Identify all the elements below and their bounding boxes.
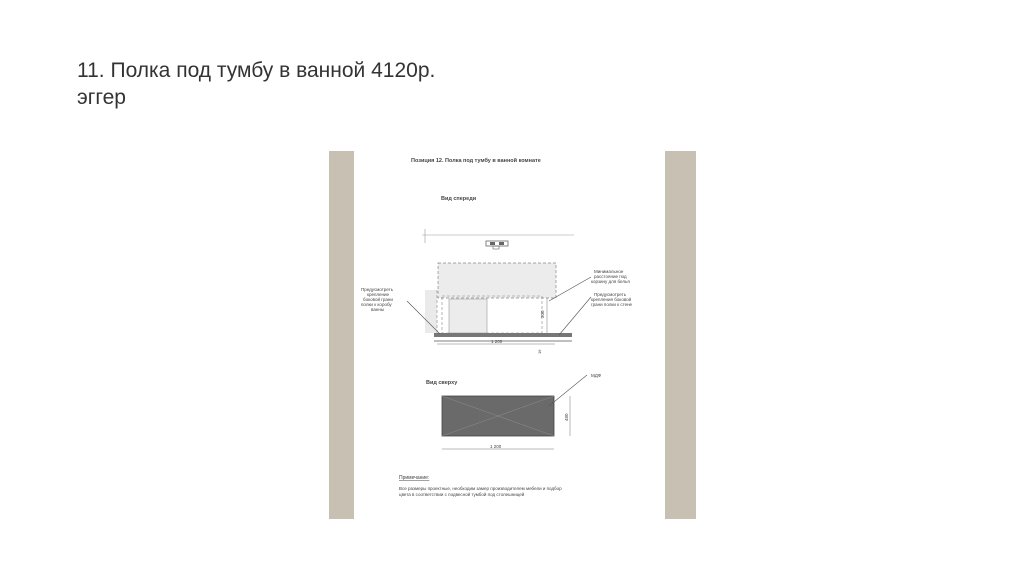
slide-title-line-1: 11. Полка под тумбу в ванной 4120р. xyxy=(77,59,436,82)
dim-width-top: 1 200 xyxy=(490,444,502,449)
shelf-top-view xyxy=(442,396,554,436)
shelf-front xyxy=(434,333,572,337)
left-side-strip xyxy=(329,151,354,519)
right-note-2 xyxy=(591,292,633,307)
left-note xyxy=(361,287,394,312)
left-note-line-5: ванны xyxy=(371,307,385,312)
left-note-line-3: боковой грани xyxy=(363,297,393,302)
right-note2-line-1: Предусмотреть xyxy=(594,292,627,297)
drawing-heading: Позиция 12. Полка под тумбу в ванной комнате xyxy=(411,158,541,164)
right-note2-leader xyxy=(559,297,591,335)
right-note-1 xyxy=(591,269,630,284)
notes-line-2: цвета в соответствии с подвесной тумбой под столешницей xyxy=(399,492,525,497)
laundry-basket xyxy=(449,299,487,333)
front-view-label: Вид спереди xyxy=(441,196,477,202)
material-leader xyxy=(549,375,587,406)
right-note1-line-2: расстояние под xyxy=(594,274,627,279)
notes-heading: Примечание: xyxy=(399,475,430,481)
notes-line-1: Все размеры проектные, необходим замер производителем мебели и подбор xyxy=(399,486,562,491)
slide-title-line-2: эггер xyxy=(77,86,126,109)
top-view-label: Вид сверху xyxy=(426,380,458,386)
right-side-strip xyxy=(665,151,696,519)
dim-width-front: 1 200 xyxy=(491,339,503,344)
right-note2-line-3: грани полки к стене xyxy=(591,302,633,307)
left-note-line-2: крепление xyxy=(367,292,390,297)
right-note2-line-2: крепления боковой xyxy=(591,297,632,302)
slide-title xyxy=(77,57,435,111)
right-note1-line-1: Минимальное xyxy=(594,269,624,274)
dim-depth: 480 xyxy=(564,413,569,421)
technical-drawing xyxy=(329,151,696,519)
material-label: МДФ xyxy=(591,373,602,378)
dim-height: 300 xyxy=(540,310,545,318)
faucet-icon xyxy=(486,241,508,249)
dim-thickness: 16 xyxy=(537,349,542,354)
left-note-line-1: Предусмотреть xyxy=(361,287,394,292)
right-note1-line-3: корзину для белья xyxy=(591,279,630,284)
bathtub-box xyxy=(425,290,437,333)
vanity-outline xyxy=(438,263,556,298)
left-note-line-4: полки к коробу xyxy=(361,302,392,307)
